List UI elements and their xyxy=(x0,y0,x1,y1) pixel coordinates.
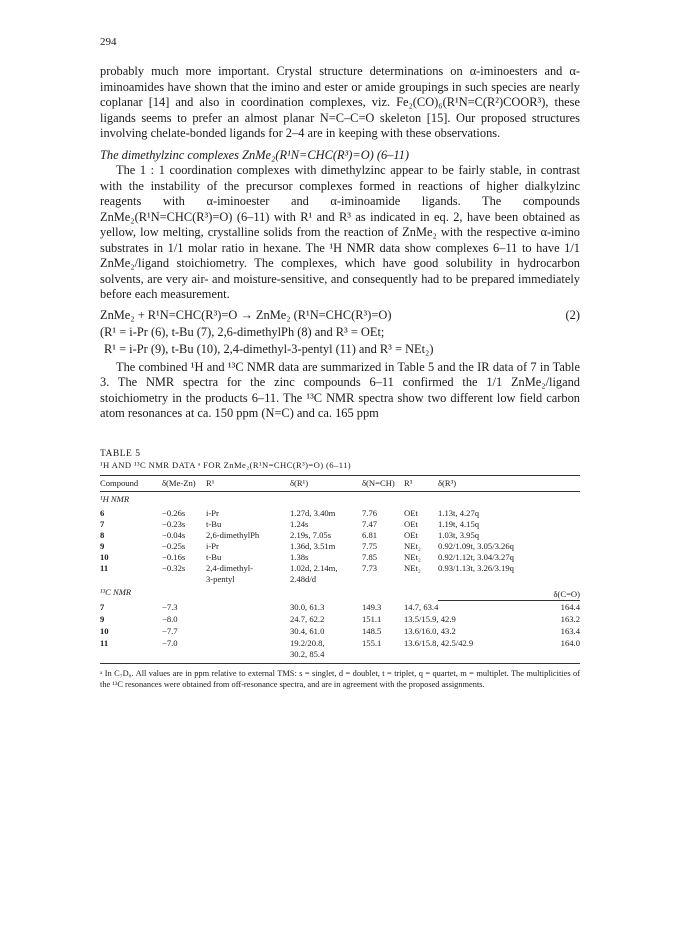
cell-nch: 155.1 xyxy=(362,638,382,648)
table-row xyxy=(100,508,580,519)
table-row xyxy=(100,563,580,574)
cell-nch: 7.47 xyxy=(362,518,378,529)
cell-me: −7.7 xyxy=(162,626,178,636)
cell-me: −0.16s xyxy=(162,551,186,562)
cell-co: 163.4 xyxy=(560,626,580,636)
table-row xyxy=(100,541,580,552)
h-nmr-rows xyxy=(100,508,580,574)
header-cell: δ(Me-Zn) xyxy=(162,477,196,488)
cell-co: 164.0 xyxy=(560,638,580,648)
cell-d1: 24.7, 62.2 xyxy=(290,614,325,624)
cell-c: 8 xyxy=(100,529,105,540)
cell-me: −0.32s xyxy=(162,562,186,573)
cell-c: 10 xyxy=(100,626,109,636)
cell-r1-cont: 3-pentyl xyxy=(206,573,235,584)
cell-c: 7 xyxy=(100,518,105,529)
cell-me: −0.04s xyxy=(162,529,186,540)
equation-line-2: (R¹ = i-Pr (6), t-Bu (7), 2,6-dimethylPh (8) and R³ = OEt; xyxy=(100,324,385,339)
cell-me: −7.3 xyxy=(162,601,178,612)
cell-r3: OEt xyxy=(404,518,418,529)
header-cell: Compound xyxy=(100,477,139,488)
cell-nch: 148.5 xyxy=(362,626,382,636)
cell-r1: i-Pr xyxy=(206,507,219,518)
cell-d3: 1.13t, 4.27q xyxy=(438,507,480,518)
cell-d1: 1.24s xyxy=(290,518,309,529)
cell-d1: 19.2/20.8, xyxy=(290,638,325,648)
table-row xyxy=(100,574,580,585)
section-label-13c: ¹³C NMR xyxy=(100,586,132,597)
cell-r3: NEt₂ xyxy=(404,540,421,551)
cell-r1: 2,6-dimethylPh xyxy=(206,529,260,540)
cell-nch: 7.76 xyxy=(362,507,378,518)
section-label-1h: ¹H NMR xyxy=(100,493,130,504)
cell-d1: 30.4, 61.0 xyxy=(290,626,325,636)
cell-me: −8.0 xyxy=(162,614,178,624)
cell-d3: 0.92/1.09t, 3.05/3.26q xyxy=(438,540,514,551)
cell-d3: 14.7, 63.4 xyxy=(404,601,439,612)
cell-dr1-cont: 2.48d/d xyxy=(290,573,317,584)
table-row xyxy=(100,613,580,625)
cell-c: 9 xyxy=(100,540,105,551)
cell-d1: 1.27d, 3.40m xyxy=(290,507,336,518)
header-cell: R³ xyxy=(404,477,413,488)
cell-r1: t-Bu xyxy=(206,551,222,562)
c-nmr-rows xyxy=(100,601,580,650)
cell-r3: OEt xyxy=(404,529,418,540)
cell-c: 10 xyxy=(100,551,109,562)
cell-co: 163.2 xyxy=(560,614,580,624)
cell-nch: 7.85 xyxy=(362,551,378,562)
cell-me: −0.23s xyxy=(162,518,186,529)
table-footnote: ᵃ In C₇D₈. All values are in ppm relative to external TMS: s = singlet, d = doublet, t = triplet, q = quartet, m = multiplet. The multiplicities of the ¹³C resonances were obtained from off-resonance spectra, and are in agreement with the proposed assignments. xyxy=(100,669,580,689)
paragraph-3: The combined ¹H and ¹³C NMR data are summarized in Table 5 and the IR data of 7 in Table 3. The NMR spectra for the zinc compounds 6–11 confirmed the 1/1 ZnMe₂/ligand stoichiometry in the products 6–11. The ¹³C NMR spectra show two different low field carbon atom resonances at ca. 150 ppm (N=C) and ca. 165 ppm xyxy=(100,359,580,420)
header-cell: δ(R³) xyxy=(438,477,457,488)
cell-r3: OEt xyxy=(404,507,418,518)
equation-number: (2) xyxy=(565,307,580,322)
cell-d1: 30.0, 61.3 xyxy=(290,601,325,612)
cell-c: 6 xyxy=(100,507,105,518)
page-number: 294 xyxy=(100,36,117,48)
table-row xyxy=(100,519,580,530)
table-row xyxy=(100,601,580,614)
table-row xyxy=(100,649,580,660)
header-co: δ(C=O) xyxy=(438,585,580,601)
paragraph-1: probably much more important. Crystal structure determinations on α-iminoesters and α-iminoamides have shown that the imino and ester or amide groupings in such species are nearly coplanar [14] and also in coordination complexes, viz. Fe₂(CO)₆(R¹N=C(R²)COOR³), these ligands seems to prefer an almost planar N=C–C=O skeleton [15]. Our proposed structures involving chelate-bonded ligands for 2–4 are in keeping with these observations. xyxy=(100,64,580,140)
cell-d3: 1.19t, 4.15q xyxy=(438,518,480,529)
cell-me: −7.0 xyxy=(162,638,178,648)
header-cell: R¹ xyxy=(206,477,215,488)
equation-block xyxy=(100,307,580,358)
equation-line-3: R¹ = i-Pr (9), t-Bu (10), 2,4-dimethyl-3-pentyl (11) and R³ = NEt₂) xyxy=(104,341,434,356)
table-row xyxy=(100,625,580,637)
cell-c: 7 xyxy=(100,601,105,612)
table-title: ¹H AND ¹³C NMR DATA ᵃ FOR ZnMe₂(R¹N=CHC(R³)=O) (6–11) xyxy=(100,459,352,470)
cell-r1: t-Bu xyxy=(206,518,222,529)
header-cell: δ(N=CH) xyxy=(362,477,395,488)
cell-nch: 7.75 xyxy=(362,540,378,551)
header-cell: δ(R¹) xyxy=(290,477,309,488)
cell-co: 164.4 xyxy=(560,602,580,612)
cell-d3: 13.5/15.9, 42.9 xyxy=(404,614,456,624)
table-row xyxy=(100,637,580,649)
table-row xyxy=(100,530,580,541)
cell-nch: 149.3 xyxy=(362,601,382,612)
nmr-data-table xyxy=(100,476,580,661)
cell-d1: 2.19s, 7.05s xyxy=(290,529,332,540)
cell-d3: 1.03t, 3.95q xyxy=(438,529,480,540)
equation-line-1: ZnMe₂ + R¹N=CHC(R³)=O → ZnMe₂ (R¹N=CHC(R³)=O) xyxy=(100,307,392,322)
cell-d1: 1.38s xyxy=(290,551,309,562)
table-header-row xyxy=(100,476,580,492)
cell-nch: 6.81 xyxy=(362,529,378,540)
paragraph-2: The 1 : 1 coordination complexes with dimethylzinc appear to be fairly stable, in contrast with the instability of the precursor complexes formed in reactions of higher dialkylzinc reagents with α-iminoester and α-iminoamide ligands. The compounds ZnMe₂(R¹N=CHC(R³)=O) (6–11) with R¹ and R³ as indicated in eq. 2, have been obtained as yellow, low melting, crystalline solids from the reaction of ZnMe₂ with the respective α-imino substrates in 1/1 molar ratio in hexane. The ¹H NMR data show complexes 6–11 to have 1/1 ZnMe₂/ligand stoichiometry. The complexes, which have good solubility in hydrocarbon solvents, are very air- and moisture-sensitive, and consequently had to be prepared immediately before each measurement. xyxy=(100,163,580,301)
cell-c: 9 xyxy=(100,614,105,624)
cell-d3: 0.93/1.13t, 3.26/3.19q xyxy=(438,562,514,573)
cell-c: 11 xyxy=(100,562,109,573)
cell-dr1-cont: 30.2, 85.4 xyxy=(290,649,325,659)
table-bottom-rule xyxy=(100,663,580,664)
cell-r3: NEt₂ xyxy=(404,562,421,573)
cell-d1: 1.02d, 2.14m, xyxy=(290,562,338,573)
cell-nch: 151.1 xyxy=(362,614,382,624)
cell-c: 11 xyxy=(100,638,109,648)
cell-nch: 7.73 xyxy=(362,562,378,573)
cell-r1: i-Pr xyxy=(206,540,219,551)
table-caption: TABLE 5 xyxy=(100,448,141,459)
cell-r1: 2,4-dimethyl- xyxy=(206,562,254,573)
cell-d3: 0.92/1.12t, 3.04/3.27q xyxy=(438,551,514,562)
section-heading: The dimethylzinc complexes ZnMe₂(R¹N=CHC(R³)=O) (6–11) xyxy=(100,147,410,162)
cell-me: −0.26s xyxy=(162,507,186,518)
cell-d3: 13.6/15.8, 42.5/42.9 xyxy=(404,638,474,648)
cell-d1: 1.36d, 3.51m xyxy=(290,540,336,551)
nmr-table-block xyxy=(100,449,580,691)
table-row xyxy=(100,552,580,563)
cell-r3: NEt₂ xyxy=(404,551,421,562)
cell-d3: 13.6/16.0, 43.2 xyxy=(404,626,456,636)
cell-me: −0.25s xyxy=(162,540,186,551)
paper-page xyxy=(100,36,580,690)
